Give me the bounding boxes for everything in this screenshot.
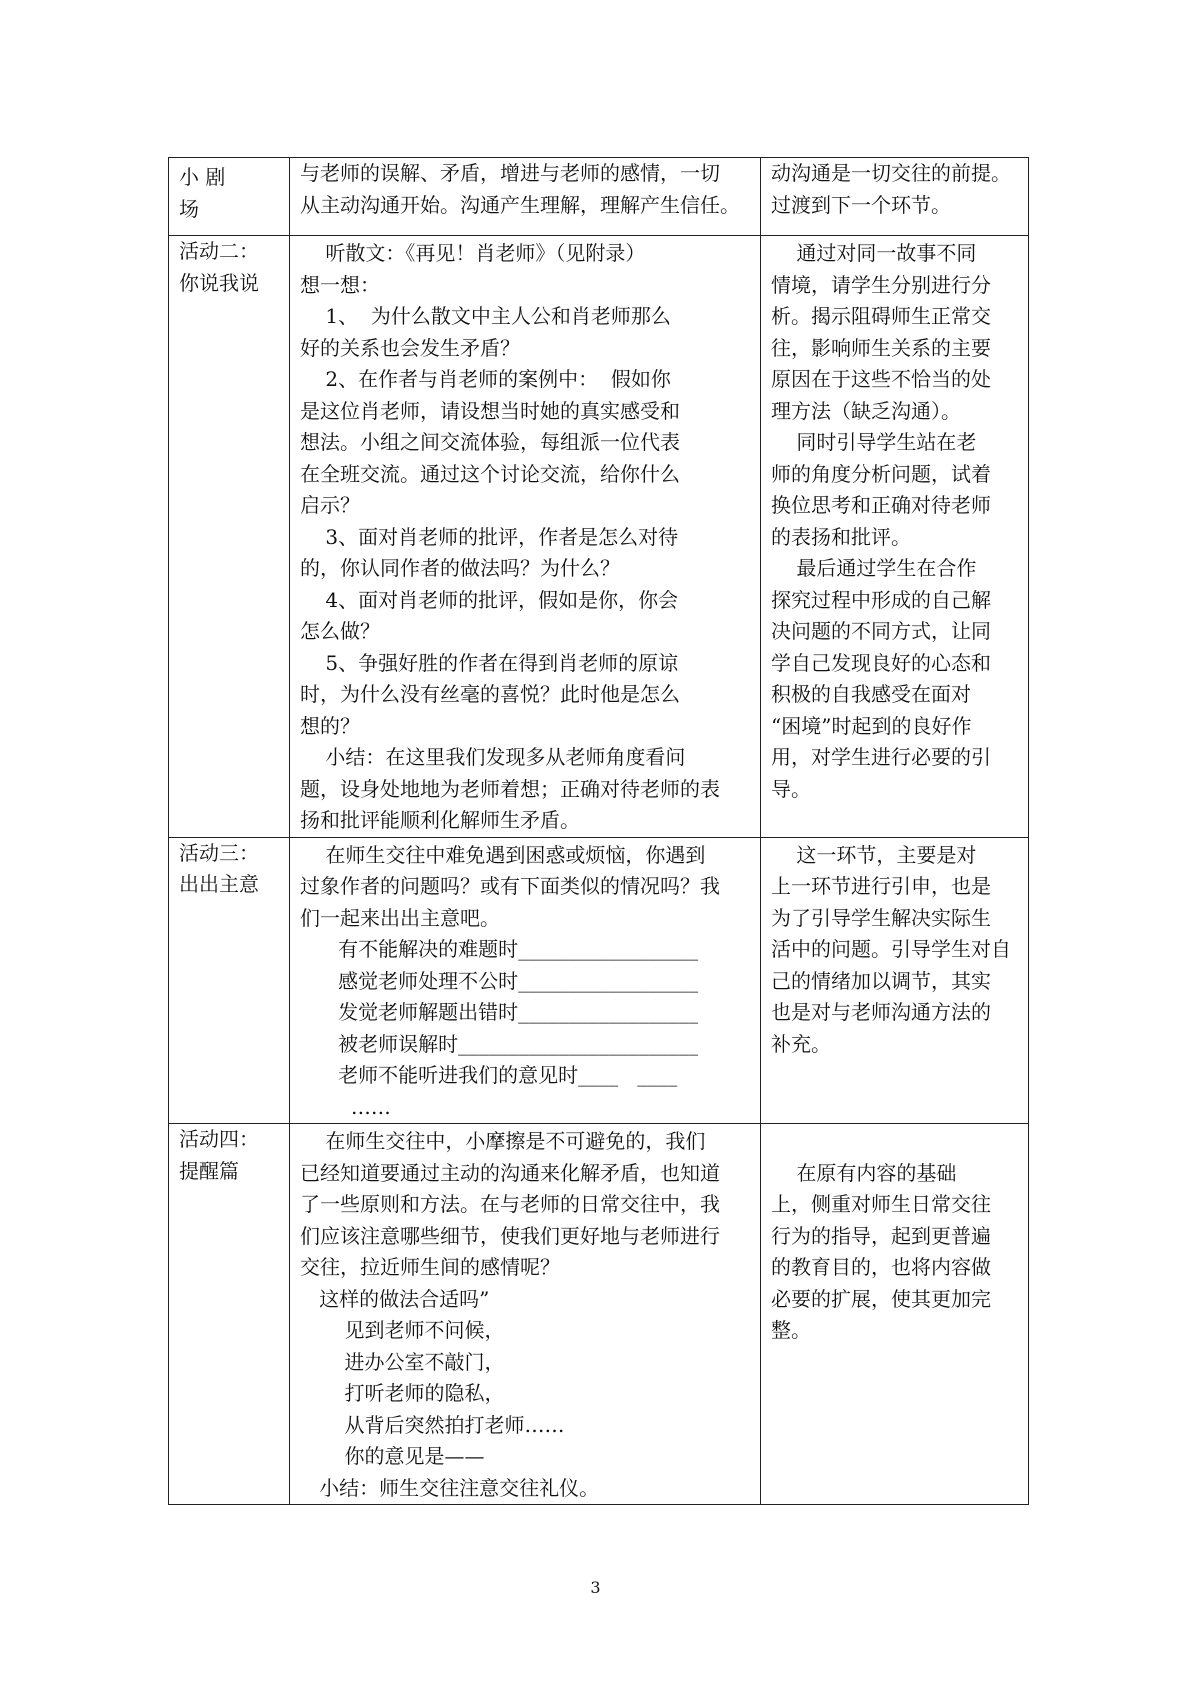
content-line: 被老师误解时________________________ [300, 1031, 699, 1056]
design-intent-line: 用，对学生进行必要的引 [771, 745, 991, 769]
design-intent-line: 补充。 [771, 1031, 831, 1056]
design-intent-cell [761, 158, 1029, 236]
content-line: 感觉老师处理不公时__________________ [300, 968, 699, 993]
content-line: 老师不能听进我们的意见时____ ____ [300, 1063, 678, 1087]
content-line: 与老师的误解、矛盾，增进与老师的感情，一切 [300, 161, 720, 185]
content-line: 在全班交流。通过这个讨论交流，给你什么 [300, 461, 680, 486]
content-line: 见到老师不问候， [300, 1318, 505, 1342]
activity-label-line: 提醒篇 [179, 1158, 239, 1183]
design-intent-line: 通过对同一故事不同 [771, 241, 977, 265]
lesson-plan-table [168, 157, 1029, 1505]
content-line: 3、面对肖老师的批评，作者是怎么对待 [300, 524, 679, 549]
table-row [169, 158, 1029, 236]
content-line: 1、 为什么散文中主人公和肖老师那么 [300, 304, 671, 328]
content-line: 从背后突然拍打老师…… [300, 1412, 565, 1437]
content-line: 怎么做？ [300, 619, 380, 643]
activity-label-cell [169, 158, 290, 236]
content-line: 扬和批评能顺利化解师生矛盾。 [300, 808, 580, 832]
content-line: 你的意见是—— [300, 1444, 485, 1468]
design-intent-line: 最后通过学生在合作 [771, 556, 977, 580]
content-line: 时，为什么没有丝毫的喜悦？此时他是怎么 [300, 682, 680, 706]
content-line: 5、争强好胜的作者在得到肖老师的原谅 [300, 650, 679, 675]
content-line: 打听老师的隐私， [300, 1381, 505, 1405]
content-line: 已经知道要通过主动的沟通来化解矛盾，也知道 [300, 1160, 720, 1185]
content-line: 小结：在这里我们发现多从老师角度看问 [300, 745, 686, 769]
design-intent-line: 的教育目的，也将内容做 [771, 1255, 991, 1279]
content-line: 小结：师生交往注意交往礼仪。 [300, 1475, 600, 1500]
table-row [169, 1124, 1029, 1505]
design-intent-line: 理方法（缺乏沟通）。 [771, 398, 961, 423]
design-intent-line: 原因在于这些不恰当的处 [771, 367, 991, 391]
design-intent-line: 整。 [771, 1318, 811, 1342]
activity-content-cell [290, 236, 761, 838]
content-line: 交往，拉近师生间的感情呢？ [300, 1255, 560, 1279]
content-line: 在师生交往中，小摩擦是不可避免的，我们 [300, 1129, 706, 1153]
table-row [169, 837, 1029, 1124]
content-line: 好的关系也会发生矛盾？ [300, 335, 520, 360]
design-intent-line: 活中的问题。引导学生对自 [771, 937, 1011, 961]
content-line: 是这位肖老师，请设想当时她的真实感受和 [300, 398, 680, 423]
content-line: 有不能解决的难题时__________________ [300, 937, 699, 961]
content-line: 题，设身处地地为老师着想；正确对待老师的表 [300, 776, 720, 801]
design-intent-line: 上，侧重对师生日常交往 [771, 1192, 991, 1216]
content-line: 这样的做法合适吗” [300, 1286, 490, 1311]
activity-label-line: 小 剧 [179, 165, 226, 189]
design-intent-line: 师的角度分析问题，试着 [771, 461, 991, 486]
design-intent-line: 析。揭示阻碍师生正常交 [771, 304, 991, 328]
content-line: 启示？ [300, 493, 360, 517]
activity-label-line: 活动三： [179, 840, 259, 865]
design-intent-line: 探究过程中形成的自己解 [771, 587, 991, 612]
activity-label-cell [169, 1124, 290, 1505]
content-line: 想的？ [300, 713, 360, 738]
design-intent-line: 学自己发现良好的心态和 [771, 650, 991, 675]
content-line: 在师生交往中难免遇到困惑或烦恼，你遇到 [300, 842, 706, 867]
lesson-plan-table-body [169, 158, 1029, 1505]
content-line: 听散文：《再见！肖老师》（见附录） [300, 241, 646, 265]
activity-label-line: 活动二： [179, 239, 259, 263]
design-intent-line: 情境，请学生分别进行分 [771, 272, 991, 297]
activity-content-cell [290, 158, 761, 236]
design-intent-line [771, 1126, 1020, 1158]
design-intent-line: 己的情绪加以调节，其实 [771, 968, 991, 993]
page-number: 3 [590, 1578, 601, 1597]
activity-content-cell [290, 837, 761, 1124]
activity-label-line: 你说我说 [179, 270, 259, 295]
activity-label-line: 出出主意 [179, 872, 259, 896]
design-intent-line: 往，影响师生关系的主要 [771, 335, 991, 360]
design-intent-line: 动沟通是一切交往的前提。 [771, 161, 1011, 185]
content-line: 过象作者的问题吗？或有下面类似的情况吗？我 [300, 874, 720, 898]
content-line: 想法。小组之间交流体验，每组派一位代表 [300, 430, 680, 454]
design-intent-line: 导。 [771, 776, 811, 801]
content-line: 了一些原则和方法。在与老师的日常交往中，我 [300, 1192, 720, 1216]
content-line: 发觉老师解题出错时__________________ [300, 1000, 699, 1024]
activity-label-line: 活动四： [179, 1127, 259, 1151]
design-intent-line: 过渡到下一个环节。 [771, 192, 951, 217]
design-intent-line: 也是对与老师沟通方法的 [771, 1000, 991, 1024]
content-line: 想一想： [300, 272, 380, 297]
design-intent-line: 的表扬和批评。 [771, 524, 911, 549]
activity-label-cell [169, 236, 290, 838]
content-line: 们一起来出出主意吧。 [300, 905, 500, 930]
content-line: 的，你认同作者的做法吗？为什么？ [300, 556, 620, 580]
design-intent-line: 换位思考和正确对待老师 [771, 493, 991, 517]
content-line: 4、面对肖老师的批评，假如是你，你会 [300, 587, 679, 612]
activity-label-line: 场 [179, 196, 199, 221]
content-line: …… [300, 1094, 391, 1119]
content-line: 进办公室不敲门， [300, 1349, 505, 1374]
content-line: 们应该注意哪些细节，使我们更好地与老师进行 [300, 1223, 720, 1248]
design-intent-line: 这一环节，主要是对 [771, 842, 977, 867]
table-row [169, 236, 1029, 838]
design-intent-cell [761, 1124, 1029, 1505]
content-line: 2、在作者与肖老师的案例中： 假如你 [300, 367, 671, 391]
content-line: 从主动沟通开始。沟通产生理解，理解产生信任。 [300, 192, 740, 217]
activity-content-cell [290, 1124, 761, 1505]
design-intent-cell [761, 837, 1029, 1124]
design-intent-line: 决问题的不同方式，让同 [771, 619, 991, 643]
design-intent-line: 同时引导学生站在老 [771, 430, 977, 454]
design-intent-line: 必要的扩展，使其更加完 [771, 1286, 991, 1311]
activity-label-cell [169, 837, 290, 1124]
design-intent-line: 为了引导学生解决实际生 [771, 905, 991, 930]
design-intent-line: “困境”时起到的良好作 [771, 713, 972, 738]
design-intent-cell [761, 236, 1029, 838]
design-intent-line: 上一环节进行引申，也是 [771, 874, 991, 898]
design-intent-line: 行为的指导，起到更普遍 [771, 1223, 991, 1248]
design-intent-line: 在原有内容的基础 [771, 1160, 957, 1185]
design-intent-line: 积极的自我感受在面对 [771, 682, 971, 706]
